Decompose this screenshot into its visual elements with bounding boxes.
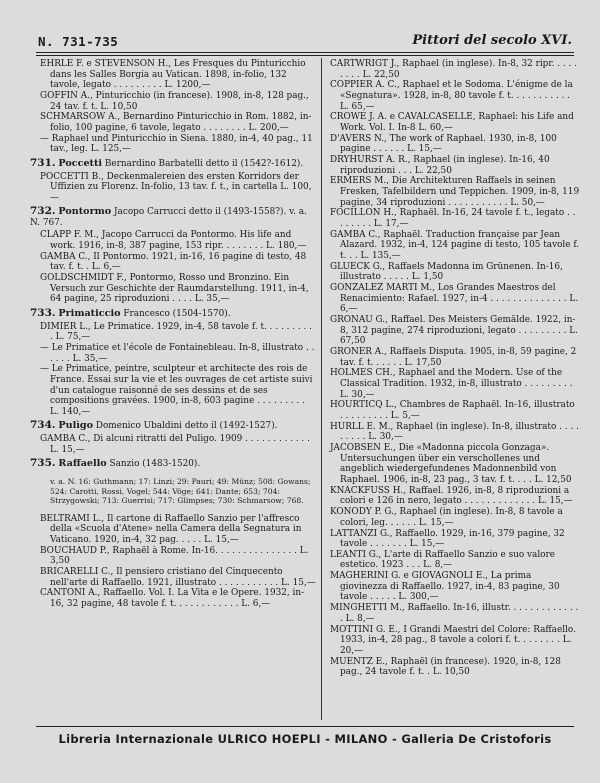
catalog-entry: GAMBA C., Il Pontormo. 1921, in-16, 16 pagine di testo, 48 tav. f. t. . L. 6,— (40, 251, 307, 273)
catalog-entry: MUENTZ E., Raphaël (in francese). 1920, in-8, 128 pag., 24 tavole f. t. . L. 10,50 (330, 656, 561, 678)
catalog-entry: POCCETTI B., Deckenmalereien des ersten Korridors der Uffizien zu Florenz. In-folio, 13 tav. f. t., in cartella L. 100,— (40, 171, 312, 203)
catalog-entry: LATTANZI G., Raffaello. 1929, in-16, 379 pagine, 32 tavole . . . . . . . L. 15,— (330, 528, 565, 550)
catalog-entry: HURLL E. M., Raphael (in inglese). In-8, illustrato . . . . . . . . . L. 30,— (330, 421, 579, 443)
catalog-entry: DRYHURST A. R., Raphael (in inglese). In-16, 40 riproduzioni . . . L. 22,50 (330, 155, 550, 176)
artist-name: Primaticcio (58, 308, 121, 319)
catalog-entry: — Raphael und Pinturicchio in Siena. 1880, in-4, 40 pag., 11 tav., leg. L. 125,— (40, 133, 313, 155)
catalog-entry: CLAPP F. M., Jacopo Carrucci da Pontormo. His life and work. 1916, in-8, 387 pagine, 153 ripr. . . . . . . . L. 180,— (40, 230, 307, 252)
artist-name: Pontormo (58, 206, 112, 218)
header-rule-thin (36, 55, 574, 56)
cross-reference-note: v. a. N. 16: Guthmann; 17: Linzi; 29: Pauri; 49: Münz; 508: Gowans; 524: Carotti, Rossi, Vogel; 544: Vöge; 641: Dante; 653; 704: Strzygowski; 713: Guerrisi; 717: Glimpses; 730: Schmarsow; 768. (50, 477, 311, 506)
catalog-entry: GRONAU G., Raffael. Des Meisters Gemälde. 1922, in-8, 312 pagine, 274 riproduzioni, legato . . . . . . . . . L. 67,50 (330, 315, 578, 347)
catalog-entry: GLUECK G., Raffaels Madonna im Grünenen. In-16, illustrato . . . . . L. 1,50 (330, 261, 563, 283)
catalog-entry: KONODY P. G., Raphael (in inglese). In-8, 8 tavole a colori, leg. . . . . . L. 15,— (330, 507, 563, 528)
column-divider (321, 58, 322, 720)
catalog-entry: MINGHETTI M., Raffaello. In-16, illustr. . . . . . . . . . . . . . L. 8,— (330, 603, 579, 624)
artist-heading (30, 206, 316, 228)
artist-dates: Sanzio (1483-1520). (109, 459, 201, 470)
catalog-entry: CROWE J. A. e CAVALCASELLE, Raphael: his Life and Work. Vol. I. In-8 L. 60,— (330, 112, 574, 133)
section-number: 732. (30, 205, 56, 218)
right-column (330, 59, 580, 678)
catalog-entry: HOLMES CH., Raphael and the Modern. Use of the Classical Tradition. 1932, in-8, illustrato . . . . . . . . . L. 30,— (330, 368, 573, 400)
catalog-entry: EHRLE F. e STEVENSON H., Les Fresques du Pinturicchio dans les Salles Borgia au Vatican. 1898, in-folio, 132 tavole, legato . . . . . . . . . L. 1200,— (40, 59, 306, 91)
catalog-entry: D'AVERS N., The work of Raphael. 1930, in-8, 100 pagine . . . . . . L. 15,— (330, 133, 557, 155)
catalog-entry: GAMBA C., Raphaël. Traduction française par Jean Alazard. 1932, in-4, 124 pagine di testo, 105 tavole f. t. . . L. 135,— (330, 229, 580, 261)
left-column (30, 59, 316, 610)
catalog-entry: BELTRAMI L., Il cartone di Raffaello Sanzio per l'affresco della «Scuola d'Atene» nella Camera della Segnatura in Vaticano. 1920, in-4, 32 pag. . . . . L. 15,— (40, 513, 302, 545)
catalog-entry: GAMBA C., Di alcuni ritratti del Puligo. 1909 . . . . . . . . . . . . L. 15,— (40, 433, 310, 455)
artist-name: Pulìgo (58, 420, 93, 432)
catalog-entry: GOLDSCHMIDT F., Pontormo, Rosso und Bronzino. Ein Versuch zur Geschichte der Raumdarstellung. 1911, in-4, 64 pagine, 25 riproduzioni . . . . L. 35,— (40, 273, 309, 305)
catalog-entry: BOUCHAUD P., Raphaël à Rome. In-16. . . . . . . . . . . . . . . L. 3,50 (40, 545, 309, 567)
catalog-entry: GONZALEZ MARTI M., Los Grandes Maestros del Renacimiento: Rafael. 1927, in-4 . . . . . . . . . . . . . . L. 6,— (330, 283, 579, 315)
artist-heading (30, 420, 316, 432)
catalog-entry: — Le Primatice, peintre, sculpteur et architecte des rois de France. Essai sur la vie et les ouvrages de cet artiste suivi d'un catalogue raisonné de ses dessins et de ses compositions gravées. 1900, in-8, 603 pagine . . . . . . . . . L. 140,— (40, 364, 313, 417)
artist-dates: Bernardino Barbatelli detto il (1542?-1612). (104, 158, 304, 169)
catalog-entry: MOTTINI G. E., I Grandi Maestri del Colore: Raffaello. 1933, in-4, 28 pag., 8 tavole a colori f. t. . . . . . . . L. 20,— (330, 624, 576, 656)
entry-range: N. 731-735 (38, 34, 119, 49)
artist-heading (30, 458, 316, 470)
artist-name: Raffaello (58, 458, 107, 470)
catalog-entry: SCHMARSOW A., Bernardino Pinturicchio in Rom. 1882, in-folio, 100 pagine, 6 tavole, legato . . . . . . . . L. 200,— (40, 112, 312, 133)
section-number: 733. (30, 307, 56, 319)
catalog-entry: — Le Primatice et l'école de Fontainebleau. In-8, illustrato . . . . . . L. 35,— (40, 342, 315, 364)
catalog-entry: COPPIER A. C., Raphael et le Sodoma. L'énigme de la «Segnatura». 1928, in-8, 80 tavole f. t. . . . . . . . . . . L. 65,— (330, 80, 573, 112)
header-rule (36, 52, 574, 53)
artist-dates: Domenico Ubaldini detto il (1492-1527). (95, 421, 278, 432)
section-number: 731. (30, 156, 56, 169)
artist-name: Poccetti (58, 157, 103, 169)
catalog-entry: BRICARELLI C., Il pensiero cristiano del Cinquecento nell'arte di Raffaello. 1921, illustrato . . . . . . . . . . . L. 15,— (40, 567, 316, 588)
catalog-entry: GRONER A., Raffaels Disputa. 1905, in-8, 59 pagine, 2 tav. f. t. . . . . . L. 17,50 (330, 347, 577, 368)
catalog-entry: CANTONI A., Raffaello. Vol. I. La Vita e le Opere. 1932, in-16, 32 pagine, 48 tavole f. t. . . . . . . . . . . . L. 6,— (40, 588, 305, 609)
catalog-entry: MAGHERINI G. e GIOVAGNOLI E., La prima giovinezza di Raffaello. 1927, in-4, 83 pagine, 30 tavole . . . . . L. 300,— (330, 571, 560, 603)
publisher-footer: Libreria Internazionale ULRICO HOEPLI - MILANO - Galleria De Cristoforis (36, 726, 574, 746)
catalog-entry: CARTWRIGT J., Raphael (in inglese). In-8, 32 ripr. . . . . . . . . L. 22,50 (330, 59, 578, 80)
section-number: 734. (30, 419, 56, 432)
catalog-entry: KNACKFUSS H., Raffael. 1926, in-8, 8 riproduzioni a colori e 126 in nero, legato . . . . . . . . . . . . . L. 15,— (330, 485, 573, 507)
catalog-entry: LEANTI G., L'arte di Raffaello Sanzio e suo valore estetico. 1923 . . . L. 8,— (330, 549, 555, 571)
page-title: Pittori del secolo XVI. (412, 33, 572, 48)
artist-dates: Jacopo Carrucci detto il (1493-1558?). v. a. N. 767. (30, 207, 307, 228)
catalog-entry: ERMERS M., Die Architekturen Raffaels in seinen Fresken, Tafelbildern und Teppichen. 1909, in-8, 119 pagine, 34 riproduzioni . . . . . . . . . . . L. 50,— (330, 176, 580, 208)
artist-dates: Francesco (1504-1570). (123, 309, 231, 319)
catalog-entry: HOURTICQ L., Chambres de Raphaël. In-16, illustrato . . . . . . . . . L. 5,— (330, 400, 575, 422)
artist-heading (30, 158, 316, 170)
artist-heading (30, 308, 316, 320)
catalog-entry: FOCILLON H., Raphaël. In-16, 24 tavole f. t., legato . . . . . . . . L. 17,— (330, 208, 576, 230)
catalog-entry: JACOBSEN E., Die «Madonna piccola Gonzaga». Untersuchungen über ein verschollenes und angeblich wiedergefundenes Madonnenbild von Raphael. 1906, in-8, 23 pag., 3 tav. f. t. . . . L. 12,50 (330, 443, 572, 485)
catalog-entry: DIMIER L., Le Primatice. 1929, in-4, 58 tavole f. t. . . . . . . . . . L. 75,— (40, 321, 312, 343)
catalog-entry: GOFFIN A., Pinturicchio (in francese). 1908, in-8, 128 pag., 24 tav. f. t. L. 10,50 (40, 90, 309, 112)
section-number: 735. (30, 457, 56, 470)
